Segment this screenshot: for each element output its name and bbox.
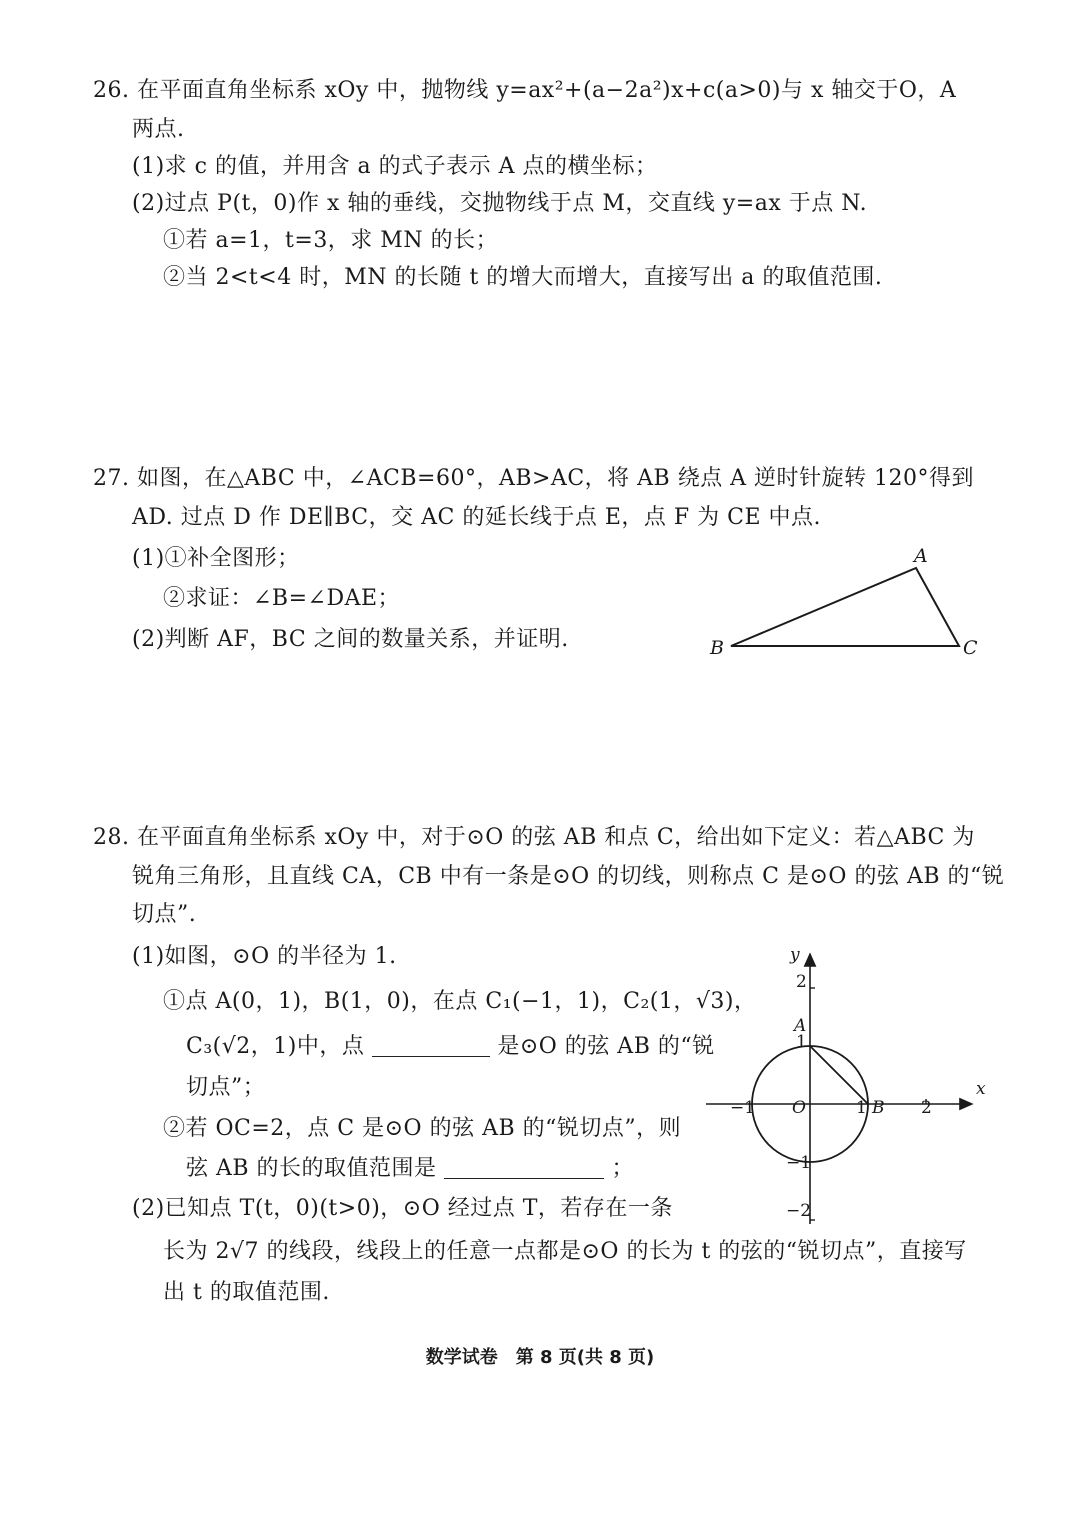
q26-line-2: 两点. [132, 117, 185, 142]
tick-label-y-2: 2 [796, 972, 807, 992]
vertex-b-label: B [710, 637, 724, 659]
q28-sub-2-text-b: ； [611, 1156, 635, 1181]
q28-sub-1-text-b: 是⊙O 的弦 AB 的“锐 [497, 1034, 715, 1059]
q28-sub-1-end: 切点”； [186, 1075, 266, 1100]
q28-line-2: 锐角三角形，且直线 CA，CB 中有一条是⊙O 的切线，则称点 C 是⊙O 的弦 AB 的“锐 [132, 864, 1005, 889]
tick-label-x-2: 2 [921, 1098, 932, 1118]
q28-sub-2-text-a: 弦 AB 的长的取值范围是 [186, 1156, 437, 1181]
q28-part-1-sub-2-cont [186, 1154, 634, 1184]
tick-label-x-neg1: −1 [730, 1098, 756, 1118]
tick-label-y-neg1: −1 [786, 1153, 812, 1173]
q28-line-1: 28. 在平面直角坐标系 xOy 中，对于⊙O 的弦 AB 和点 C，给出如下定义：若△ABC 为 [93, 825, 975, 850]
q28-part-1-sub-2: ②若 OC=2，点 C 是⊙O 的弦 AB 的“锐切点”，则 [163, 1116, 682, 1141]
q28-line-3: 切点”. [132, 902, 197, 927]
tick-label-y-neg2: −2 [786, 1201, 812, 1221]
q27-line-1: 27. 如图，在△ABC 中，∠ACB=60°，AB>AC，将 AB 绕点 A 逆时针旋转 120°得到 [93, 466, 975, 491]
origin-label: O [792, 1098, 806, 1118]
triangle-abc [731, 568, 959, 646]
q27-part-2: (2)判断 AF，BC 之间的数量关系，并证明. [132, 627, 569, 652]
q28-part-2-cont: 长为 2√7 的线段，线段上的任意一点都是⊙O 的长为 t 的弦的“锐切点”，直接写 [163, 1239, 967, 1264]
q26-part-2: (2)过点 P(t，0)作 x 轴的垂线，交抛物线于点 M，交直线 y=ax 于点 N. [132, 191, 868, 216]
q27-part-1: (1)①补全图形； [132, 546, 300, 571]
y-axis-label: y [790, 945, 800, 965]
q27-line-2: AD. 过点 D 作 DE∥BC，交 AC 的延长线于点 E，点 F 为 CE 中点. [132, 505, 821, 530]
q28-part-1-sub-1-cont [186, 1032, 715, 1062]
q28-part-2-end: 出 t 的取值范围. [163, 1280, 330, 1305]
point-b-label: B [872, 1098, 885, 1118]
q26-line-1: 26. 在平面直角坐标系 xOy 中，抛物线 y=ax²+(a−2a²)x+c(a>0)与 x 轴交于O，A [93, 78, 957, 103]
page-footer: 数学试卷 第 8 页(共 8 页) [425, 1347, 655, 1368]
vertex-c-label: C [963, 637, 978, 659]
q28-sub-1-text-a: C₃(√2，1)中，点 [186, 1034, 365, 1059]
q26-part-1: (1)求 c 的值，并用含 a 的式子表示 A 点的横坐标； [132, 154, 658, 179]
triangle-abc-figure [700, 540, 990, 670]
answer-blank-2[interactable] [444, 1156, 604, 1179]
tick-label-x-1: 1 [856, 1098, 867, 1118]
tick-label-y-1: 1 [796, 1032, 807, 1052]
coordinate-circle-figure [700, 940, 1000, 1230]
q26-part-2-sub-1: ①若 a=1，t=3，求 MN 的长； [163, 228, 499, 253]
vertex-a-label: A [914, 545, 928, 567]
answer-blank-1[interactable] [372, 1034, 490, 1057]
x-axis-label: x [976, 1079, 986, 1099]
q28-part-1-sub-1: ①点 A(0，1)，B(1，0)，在点 C₁(−1，1)，C₂(1，√3)， [163, 989, 757, 1014]
q27-part-1-sub-2: ②求证：∠B=∠DAE； [163, 586, 401, 611]
q26-part-2-sub-2: ②当 2<t<4 时，MN 的长随 t 的增大而增大，直接写出 a 的取值范围. [163, 265, 883, 290]
q28-part-2: (2)已知点 T(t，0)(t>0)，⊙O 经过点 T，若存在一条 [132, 1196, 673, 1221]
q28-part-1: (1)如图，⊙O 的半径为 1. [132, 944, 397, 969]
point-a-label: A [794, 1016, 807, 1036]
